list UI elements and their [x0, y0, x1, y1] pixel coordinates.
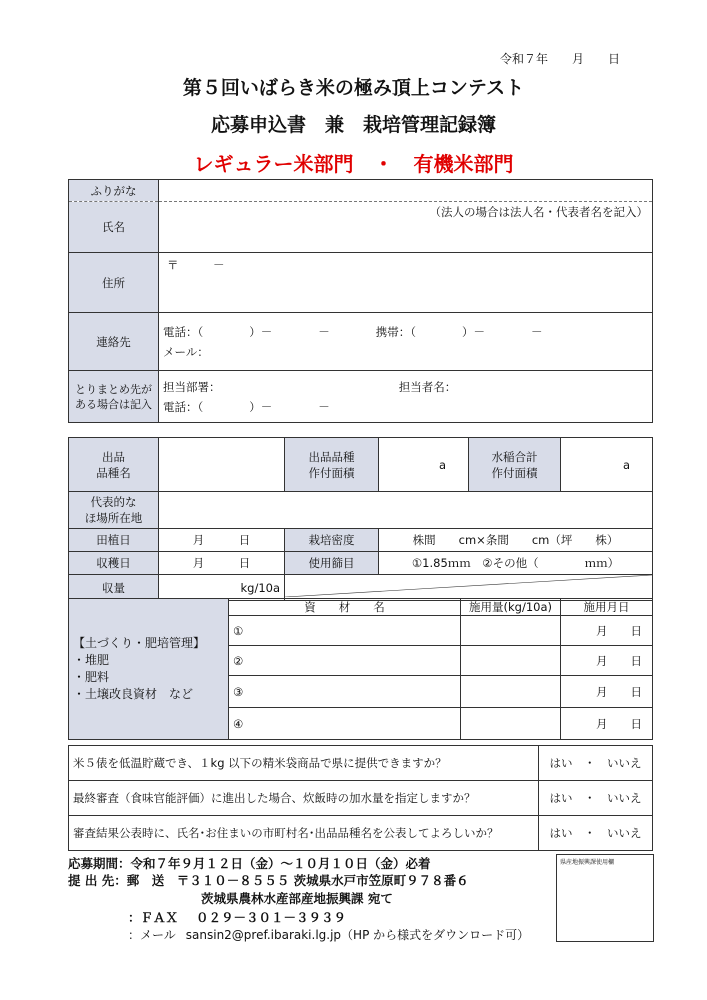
address-input[interactable] — [159, 253, 653, 313]
date-input[interactable]: 月 日 — [561, 646, 653, 676]
agent-label: とりまとめ先がある場合は記入 — [69, 371, 159, 423]
contact-label: 連絡先 — [69, 313, 159, 371]
mail-address[interactable]: sansin2@pref.ibaraki.lg.jp（HP から様式をダウンロード可） — [185, 928, 530, 942]
harvest-date-input[interactable]: 月 日 — [159, 552, 285, 575]
application-period: 応募期間：令和７年９月１２日（金）～１０月１０日（金）必着 — [68, 856, 431, 871]
total-area-input[interactable] — [561, 438, 653, 492]
soil-table — [68, 598, 653, 740]
date-input[interactable]: 月 日 — [561, 708, 653, 740]
date-input[interactable]: 月 日 — [561, 616, 653, 646]
office-use-label: 県産地振興課使用欄 — [560, 859, 615, 866]
field-location-input[interactable] — [159, 492, 653, 529]
sieve-input[interactable]: ①1.85ｍｍ ②その他（ ｍｍ） — [379, 552, 653, 575]
furigana-input[interactable] — [159, 180, 653, 202]
division-title: レギュラー米部門 ・ 有機米部門 — [193, 152, 514, 176]
question-text: 最終審査（食味官能評価）に進出した場合、炊飯時の加水量を指定しますか？ — [69, 781, 539, 816]
yes-no-choice[interactable]: はい ・ いいえ — [539, 816, 653, 851]
contest-title: 第５回いばらき米の極み頂上コンテスト — [182, 77, 525, 99]
agent-department: 担当部署： 担当者名： — [163, 379, 457, 394]
variety-label: 出品 品種名 — [69, 438, 159, 492]
amount-input[interactable] — [461, 708, 561, 740]
soil-section-label: 【土づくり・肥培管理】 ・堆肥 ・肥料 ・土壌改良資材 など — [69, 599, 229, 740]
agent-input[interactable] — [159, 371, 653, 423]
yield-unit: kg/10a — [240, 580, 280, 595]
variety-input[interactable] — [159, 438, 285, 492]
contact-input[interactable] — [159, 313, 653, 371]
name-input[interactable] — [159, 202, 653, 253]
amount-input[interactable] — [461, 646, 561, 676]
material-input[interactable] — [229, 616, 461, 646]
row-number: ① — [233, 623, 244, 638]
question-text: 審査結果公表時に、氏名･お住まいの市町村名･出品品種名を公表してよろしいか？ — [69, 816, 539, 851]
planting-date-label: 田植日 — [69, 529, 159, 552]
question-text: 米５俵を低温貯蔵でき、１kg 以下の精米袋商品で県に提供できますか？ — [69, 746, 539, 781]
questions-table — [68, 745, 653, 851]
contact-phone: 電話：（ ）－ － 携帯：（ ）－ － — [163, 324, 543, 339]
field-location-label: 代表的な ほ場所在地 — [69, 492, 159, 529]
submit-prefix: 提 出 先：郵 送 — [68, 873, 177, 888]
total-area-unit: a — [622, 457, 630, 472]
yield-blank — [285, 575, 653, 601]
area-unit: a — [438, 457, 446, 472]
row-number: ④ — [233, 716, 244, 731]
submission-date: 令和７年 月 日 — [500, 52, 621, 66]
material-input[interactable] — [229, 708, 461, 740]
crop-table — [68, 437, 653, 601]
office-use-box — [556, 854, 654, 942]
harvest-date-label: 収穫日 — [69, 552, 159, 575]
yield-input[interactable] — [159, 575, 285, 601]
diagonal-strike — [285, 575, 652, 597]
sieve-label: 使用篩目 — [285, 552, 379, 575]
col-material: 資 材 名 — [229, 599, 461, 616]
agent-phone: 電話：（ ）－ － — [163, 399, 330, 414]
contact-email: メール： — [163, 344, 209, 359]
area-input[interactable] — [379, 438, 469, 492]
material-input[interactable] — [229, 646, 461, 676]
area-label: 出品品種 作付面積 — [285, 438, 379, 492]
mail-label: ：メール — [128, 928, 176, 942]
form-title: 応募申込書 兼 栽培管理記録簿 — [210, 114, 496, 136]
name-label: 氏名 — [69, 202, 159, 253]
mail-line — [128, 926, 529, 943]
address-postal: 〒 － — [167, 258, 225, 272]
material-input[interactable] — [229, 676, 461, 708]
col-date: 施用月日 — [561, 599, 653, 616]
density-label: 栽培密度 — [285, 529, 379, 552]
total-area-label: 水稲合計 作付面積 — [469, 438, 561, 492]
fax-number: ０２９－３０１－３９３９ — [196, 910, 347, 925]
postal-address: 〒３１０－８５５５ 茨城県水戸市笠原町９７８番６ — [176, 873, 469, 888]
office-name: 茨城県農林水産部産地振興課 宛て — [201, 891, 393, 906]
row-number: ② — [233, 653, 244, 668]
applicant-table — [68, 179, 653, 423]
planting-date-input[interactable]: 月 日 — [159, 529, 285, 552]
density-input[interactable]: 株間 cm×条間 cm（坪 株） — [379, 529, 653, 552]
amount-input[interactable] — [461, 616, 561, 646]
amount-input[interactable] — [461, 676, 561, 708]
row-number: ③ — [233, 684, 244, 699]
date-input[interactable]: 月 日 — [561, 676, 653, 708]
yield-label: 収量 — [69, 575, 159, 601]
name-note: （法人の場合は法人名・代表者名を記入） — [429, 205, 648, 219]
fax-line — [128, 908, 346, 926]
yes-no-choice[interactable]: はい ・ いいえ — [539, 746, 653, 781]
address-label: 住所 — [69, 253, 159, 313]
col-amount: 施用量(kg/10a) — [461, 599, 561, 616]
fax-label: ：ＦＡＸ — [128, 910, 179, 925]
yes-no-choice[interactable]: はい ・ いいえ — [539, 781, 653, 816]
furigana-label: ふりがな — [69, 180, 159, 202]
submit-to — [68, 871, 469, 889]
